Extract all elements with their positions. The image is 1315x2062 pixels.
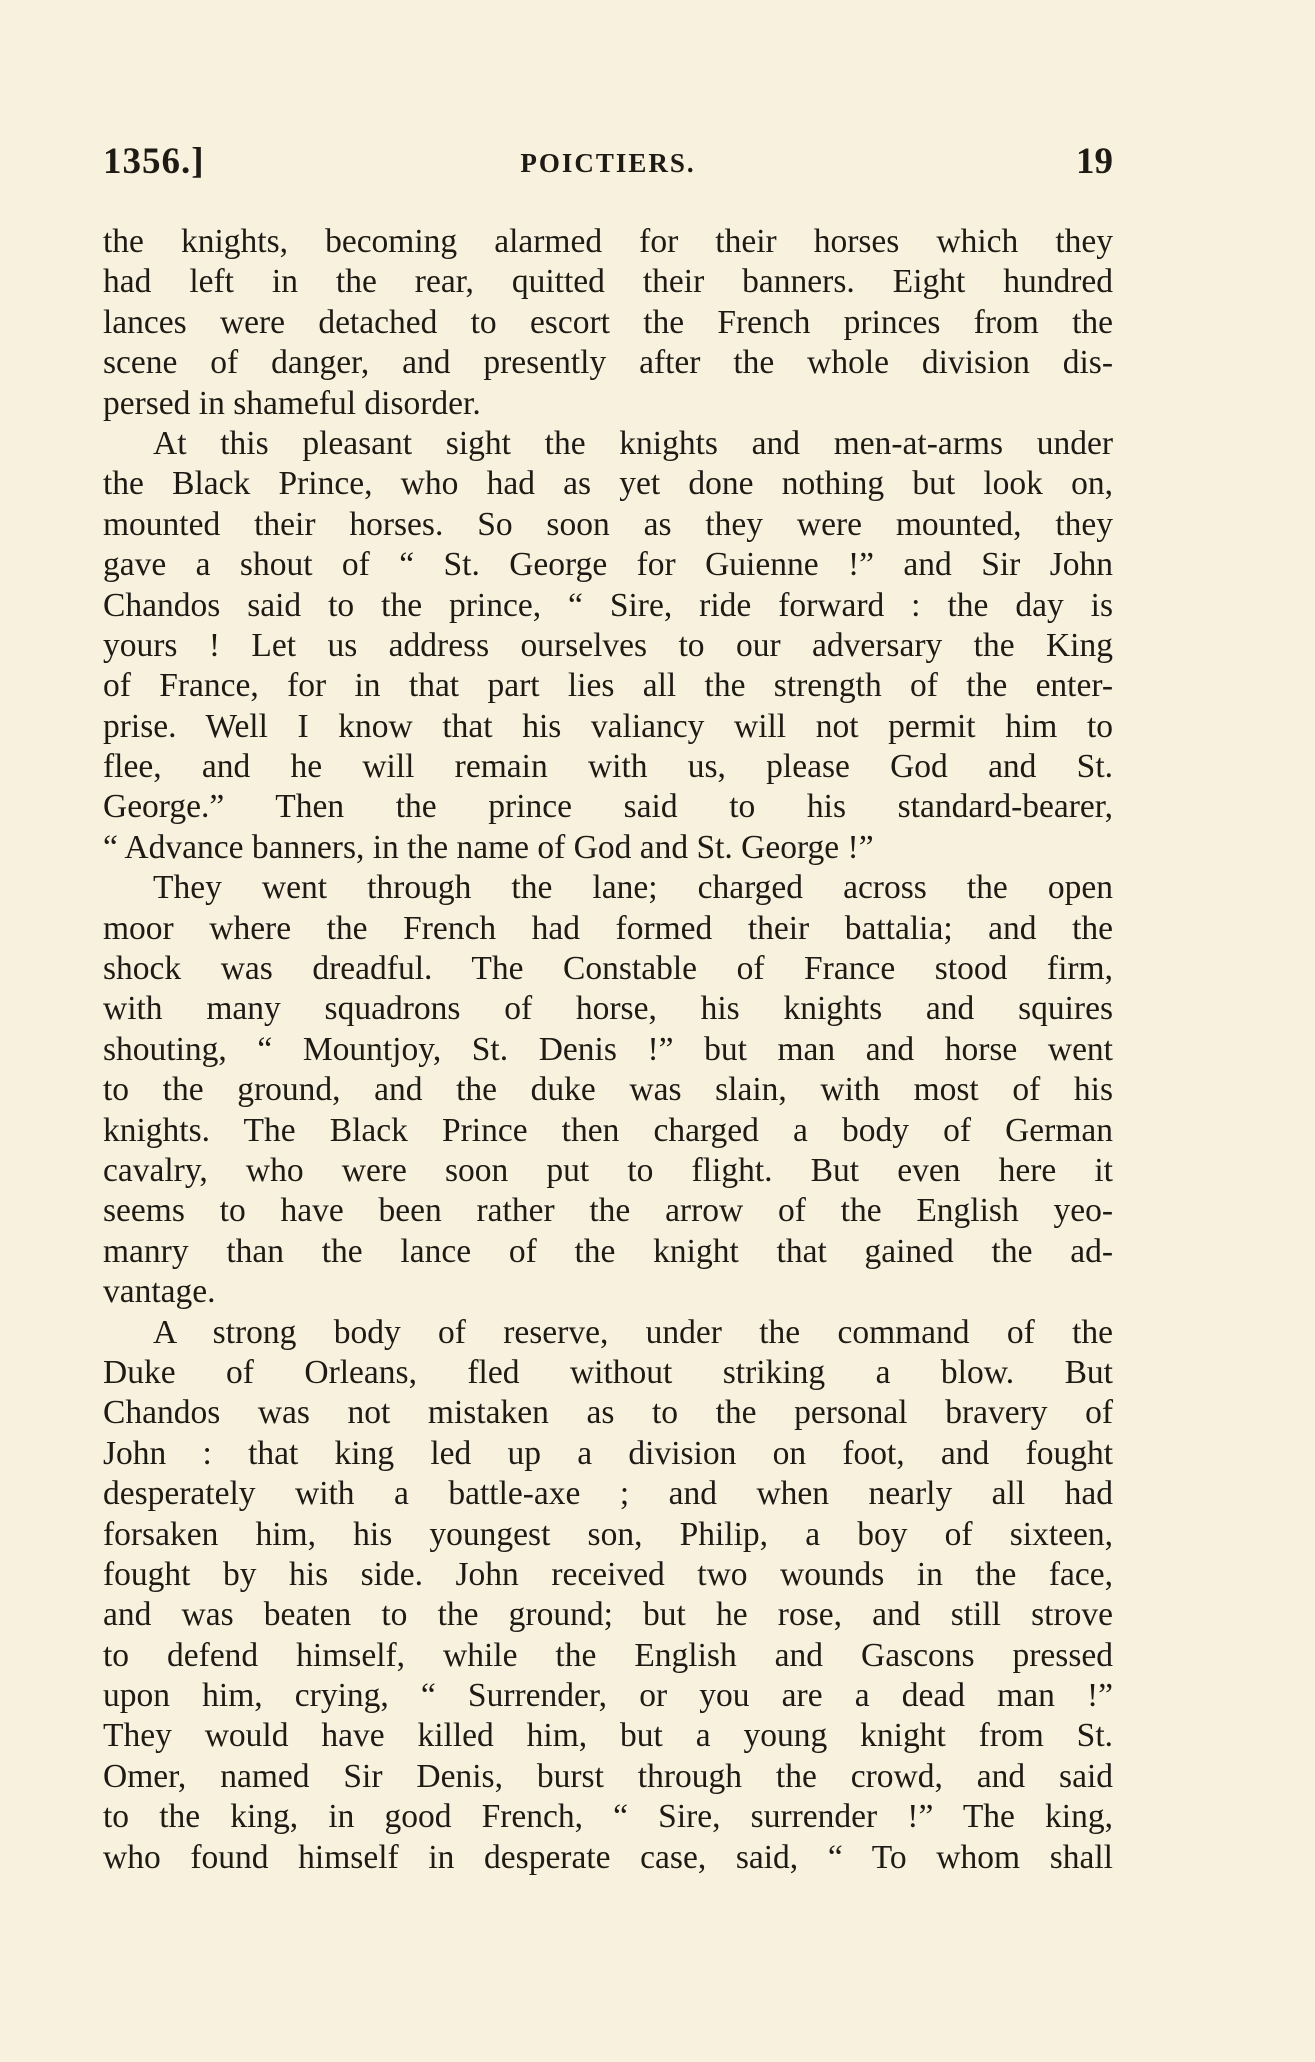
text-line: George.” Then the prince said to his standard-bearer,	[103, 788, 1113, 826]
text-line: At this pleasant sight the knights and men-at-arms under	[153, 424, 1113, 462]
page-title: POICTIERS.	[520, 148, 696, 178]
text-line: the knights, becoming alarmed for their horses which they	[103, 223, 1113, 260]
text-line: Duke of Orleans, fled without striking a blow. But	[103, 1353, 1113, 1391]
text-line: vantage.	[103, 1273, 216, 1311]
text-line: upon him, crying, “ Surrender, or you are a dead man !”	[103, 1677, 1113, 1715]
text-line: with many squadrons of horse, his knights and squires	[103, 990, 1113, 1028]
text-line: prise. Well I know that his valiancy will not permit him to	[103, 707, 1113, 745]
body-text	[103, 222, 1113, 1878]
text-line: and was beaten to the ground; but he rose, and still strove	[103, 1596, 1113, 1634]
text-line: They went through the lane; charged across the open	[153, 869, 1113, 907]
text-line: to the ground, and the duke was slain, with most of his	[103, 1071, 1113, 1109]
text-line: persed in shameful disorder.	[103, 384, 481, 422]
text-line: yours ! Let us address ourselves to our adversary the King	[103, 626, 1113, 664]
text-line: desperately with a battle-axe ; and when nearly all had	[103, 1475, 1113, 1513]
text-line: the Black Prince, who had as yet done nothing but look on,	[103, 465, 1113, 503]
text-line: scene of danger, and presently after the whole division dis-	[103, 344, 1113, 382]
running-head	[103, 140, 1113, 186]
text-line: cavalry, who were soon put to flight. But even here it	[103, 1151, 1113, 1189]
text-line: of France, for in that part lies all the strength of the enter-	[103, 667, 1113, 705]
year-marker: 1356.]	[103, 141, 205, 182]
text-line: flee, and he will remain with us, please God and St.	[103, 748, 1113, 786]
text-line: moor where the French had formed their battalia; and the	[103, 909, 1113, 947]
text-line: shouting, “ Mountjoy, St. Denis !” but man and horse went	[103, 1030, 1113, 1068]
text-line: to defend himself, while the English and Gascons pressed	[103, 1636, 1113, 1674]
text-line: fought by his side. John received two wounds in the face,	[103, 1555, 1113, 1593]
text-line: A strong body of reserve, under the command of the	[153, 1313, 1113, 1351]
text-line: mounted their horses. So soon as they were mounted, they	[103, 505, 1113, 543]
text-line: forsaken him, his youngest son, Philip, a boy of sixteen,	[103, 1515, 1113, 1553]
text-line: had left in the rear, quitted their banners. Eight hundred	[103, 263, 1113, 301]
text-line: Chandos said to the prince, “ Sire, ride forward : the day is	[103, 586, 1113, 624]
text-line: who found himself in desperate case, said, “ To whom shall	[103, 1838, 1113, 1876]
text-line: manry than the lance of the knight that gained the ad-	[103, 1232, 1113, 1270]
text-line: lances were detached to escort the French princes from the	[103, 303, 1113, 341]
text-line: gave a shout of “ St. George for Guienne !” and Sir John	[103, 546, 1113, 584]
page-number: 19	[1076, 141, 1113, 182]
text-line: Chandos was not mistaken as to the personal bravery of	[103, 1394, 1113, 1432]
text-line: John : that king led up a division on foot, and fought	[103, 1434, 1113, 1472]
text-line: Omer, named Sir Denis, burst through the crowd, and said	[103, 1757, 1113, 1795]
text-line: “ Advance banners, in the name of God and St. George !”	[103, 828, 874, 866]
text-line: seems to have been rather the arrow of the English yeo-	[103, 1192, 1113, 1230]
text-line: to the king, in good French, “ Sire, surrender !” The king,	[103, 1798, 1113, 1836]
text-line: knights. The Black Prince then charged a body of German	[103, 1111, 1113, 1149]
text-line: They would have killed him, but a young knight from St.	[103, 1717, 1113, 1755]
text-line: shock was dreadful. The Constable of France stood firm,	[103, 950, 1113, 988]
